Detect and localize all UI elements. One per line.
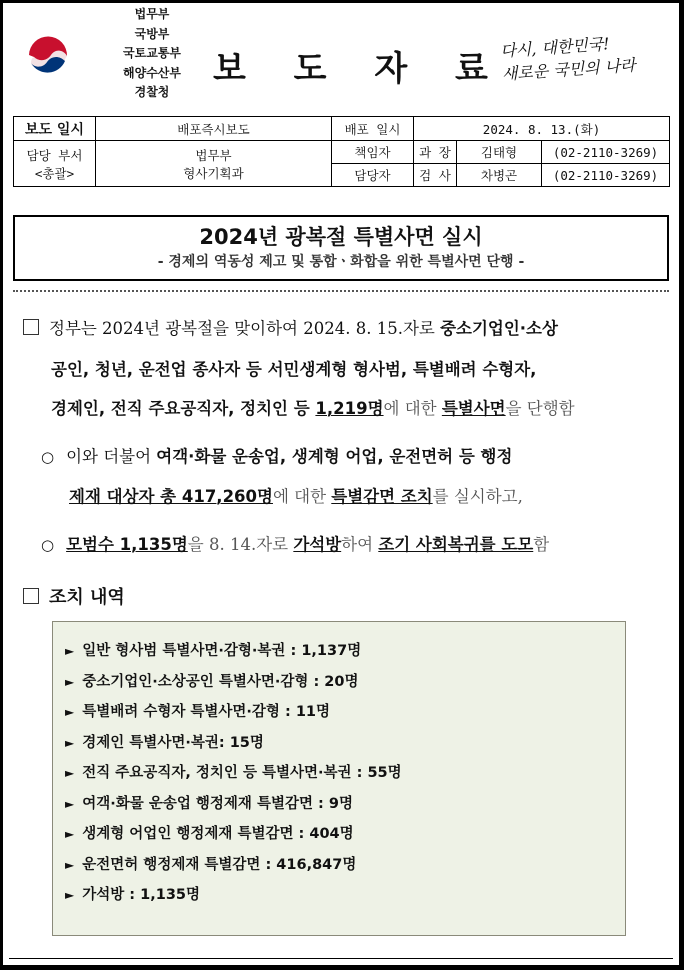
triangle-bullet-icon: ► (65, 888, 75, 902)
text-run-bold: 경제인, 전직 주요공직자, 정치인 등 (51, 399, 316, 418)
text-run: 정부는 2024년 광복절을 맞이하여 2024. 8. 15.자로 (49, 319, 441, 338)
measure-text: 운전면허 행정제재 특별감면 : 416,847명 (82, 856, 357, 873)
measure-text: 일반 형사범 특별사면·감형·복권 : 1,137명 (82, 643, 362, 659)
press-release-page (3, 3, 679, 965)
responsible-title: 과 장 (414, 141, 457, 164)
list-item (65, 880, 625, 911)
agency-name: 국방부 (134, 26, 170, 41)
release-info-table (13, 116, 670, 187)
responsible-label: 책임자 (332, 141, 414, 164)
triangle-bullet-icon: ► (65, 735, 75, 750)
government-emblem-icon (25, 35, 71, 81)
contact-phone: (02-2110-3269) (542, 164, 670, 187)
parole-term: 가석방 (293, 535, 342, 554)
triangle-bullet-icon: ► (65, 827, 75, 841)
text-run-bold: 중소기업인·소상 (440, 319, 558, 338)
social-return-term: 조기 사회복귀를 도모 (378, 535, 534, 554)
parole-count: 모범수 1,135명 (66, 535, 188, 554)
title-box (13, 215, 669, 281)
slogan-line-1: 다시, 대한민국! (499, 34, 611, 61)
measures-box (52, 621, 626, 936)
bullet-1-line-1 (41, 443, 512, 467)
document-type-heading: 보 도 자 료 (213, 49, 506, 89)
slogan-handwriting (500, 30, 637, 85)
distribution-time-value: 2024. 8. 13.(화) (414, 117, 670, 141)
slogan-line-2: 새로운 국민의 나라 (501, 55, 637, 84)
text-run: 에 대한 (272, 487, 332, 506)
circle-bullet-icon: ○ (41, 536, 55, 554)
list-item (65, 758, 625, 789)
triangle-bullet-icon: ► (65, 644, 75, 658)
triangle-bullet-icon: ► (65, 857, 75, 872)
measure-text: 특별배려 수형자 특별사면·감형 : 11명 (82, 704, 331, 720)
measure-text: 여객·화물 운송업 행정제재 특별감면 : 9명 (82, 795, 353, 812)
text-run: 하여 (341, 535, 379, 554)
circle-bullet-icon: ○ (41, 448, 55, 466)
list-item (65, 819, 625, 850)
text-run: 을 8. 14.자로 (187, 535, 294, 554)
triangle-bullet-icon: ► (65, 705, 75, 719)
list-item (65, 667, 625, 698)
department-division: 형사기획과 (183, 165, 244, 181)
distribution-time-label: 배포 일시 (332, 117, 414, 141)
measure-text: 전직 주요공직자, 정치인 등 특별사면·복권 : 55명 (82, 765, 402, 781)
responsible-name: 김태형 (457, 141, 542, 164)
section-title: 조치 내역 (49, 587, 125, 608)
agency-name: 해양수산부 (123, 65, 181, 80)
issuing-agencies (111, 5, 193, 103)
measure-text: 경제인 특별사면·복권: 15명 (82, 734, 264, 751)
list-item (65, 636, 625, 667)
measures-section-heading (23, 583, 125, 609)
agency-name: 경찰청 (134, 85, 170, 99)
text-run: 를 실시하고, (432, 487, 523, 506)
list-item (65, 728, 625, 759)
contact-label: 담당자 (332, 164, 414, 187)
text-run: 에 대한 (383, 399, 442, 418)
bullet-2 (41, 531, 549, 555)
bullet-1-line-2 (69, 483, 523, 507)
department-ministry: 법무부 (195, 147, 232, 163)
bottom-divider (9, 958, 673, 959)
department-label (14, 141, 96, 187)
measure-text: 중소기업인·소상공인 특별사면·감형 : 20명 (82, 673, 359, 690)
paragraph-1-line-1 (23, 315, 558, 339)
special-pardon-term: 특별사면 (441, 399, 506, 418)
administrative-sanction-count: 제재 대상자 총 417,260명 (69, 487, 273, 506)
list-item (65, 789, 625, 820)
release-time-label: 보도 일시 (14, 117, 96, 141)
text-run: 이와 더불어 (66, 447, 157, 466)
text-run: 함 (533, 535, 550, 554)
text-run-bold: 여객·화물 운송업, 생계형 어업, 운전면허 등 행정 (156, 447, 513, 466)
triangle-bullet-icon: ► (65, 674, 75, 689)
contact-name: 차병곤 (457, 164, 542, 187)
triangle-bullet-icon: ► (65, 766, 75, 780)
list-item (65, 697, 625, 728)
department-label-text: 담당 부서 (26, 147, 83, 163)
paragraph-1-line-2 (51, 356, 536, 380)
text-run: 을 단행함 (505, 399, 575, 418)
contact-title: 검 사 (414, 164, 457, 187)
release-time-value: 배포즉시보도 (96, 117, 332, 141)
press-subtitle: - 경제의 역동성 제고 및 통합ㆍ화합을 위한 특별사면 단행 - (157, 254, 525, 270)
press-title: 2024년 광복절 특별사면 실시 (199, 225, 483, 249)
checkbox-square-icon (23, 588, 39, 604)
list-item (65, 850, 625, 881)
agency-name: 국토교통부 (123, 46, 181, 60)
measure-text: 생계형 어업인 행정제재 특별감면 : 404명 (82, 826, 354, 842)
agency-name: 법무부 (134, 7, 170, 21)
responsible-phone: (02-2110-3269) (542, 141, 670, 164)
text-run-bold: 공인, 청년, 운전업 종사자 등 서민생계형 형사범, 특별배려 수형자, (51, 360, 537, 379)
measures-list (53, 622, 625, 911)
checkbox-square-icon (23, 319, 39, 335)
paragraph-1-line-3 (51, 395, 575, 419)
total-pardon-count: 1,219명 (315, 399, 384, 418)
dotted-divider (13, 290, 669, 292)
special-reduction-term: 특별감면 조치 (331, 487, 433, 506)
department-label-sub: <총괄> (34, 165, 75, 181)
measure-text: 가석방 : 1,135명 (82, 887, 201, 903)
triangle-bullet-icon: ► (65, 796, 75, 811)
department-value (96, 141, 332, 187)
